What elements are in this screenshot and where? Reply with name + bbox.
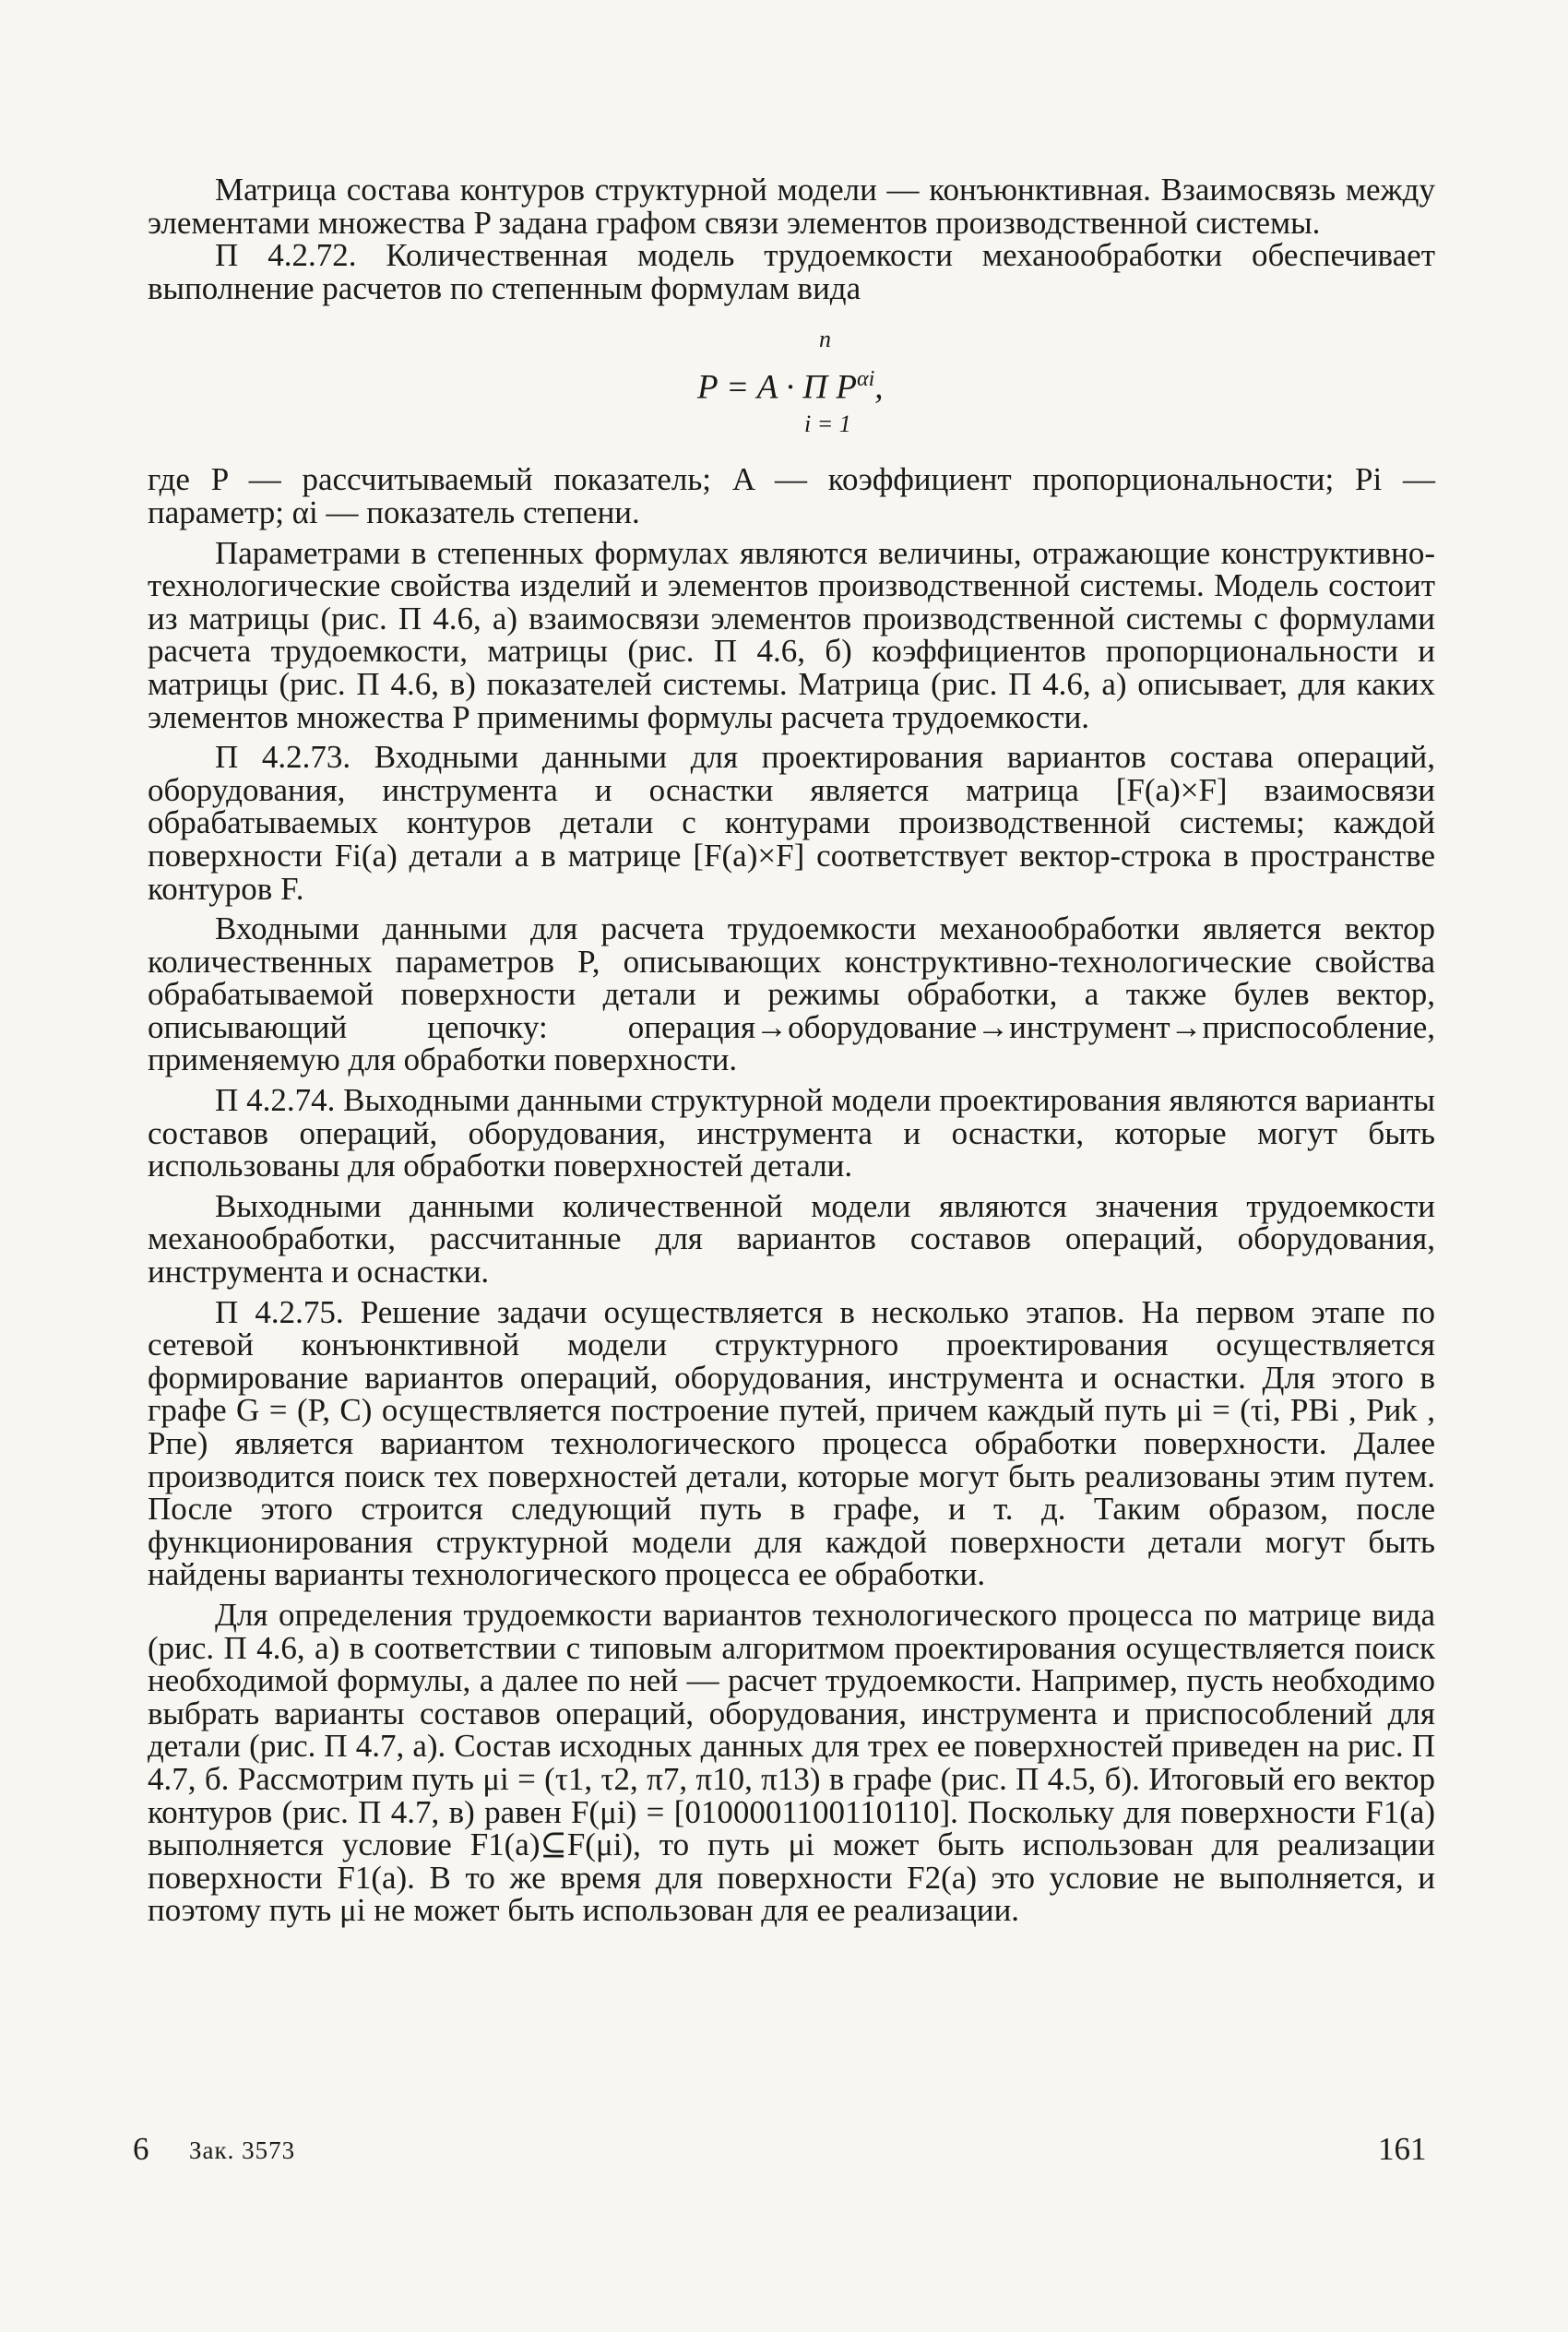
power-formula <box>148 310 1435 458</box>
page-footer <box>0 2131 1568 2177</box>
paragraph-4: Параметрами в степенных формулах являются величины, отражающие конструктивно-технологические свойства изделий и элементов производственной системы. Модель состоит из матрицы (рис. П 4.6, а) взаимосвязи элементов производственной системы с формулами расчета трудоемкости, матрицы (рис. П 4.6, б) коэффициентов пропорциональности и матрицы (рис. П 4.6, в) показателей системы. Матрица (рис. П 4.6, а) описывает, для каких элементов множества P применимы формулы расчета трудоемкости. <box>148 534 1435 735</box>
paragraph-1: Матрица состава контуров структурной модели — конъюнктивная. Взаимосвязь между элементами множества P задана графом связи элементов производственной системы. <box>148 172 1435 241</box>
paragraph-3: где P — рассчитываемый показатель; A — коэффициент пропорциональности; Pi — параметр; αi — показатель степени. <box>148 461 1435 530</box>
page-body <box>148 173 1435 1927</box>
order-number: Зак. 3573 <box>189 2136 296 2164</box>
paragraph-7: П 4.2.74. Выходными данными структурной модели проектирования являются варианты составов операций, оборудования, инструмента и оснастки, которые могут быть использованы для обработки поверхностей детали. <box>148 1082 1435 1184</box>
formula-expression: P = A · Π P <box>697 368 857 407</box>
paragraph-10: Для определения трудоемкости вариантов технологического процесса по матрице вида (рис. П 4.6, а) в соответствии с типовым алгоритмом проектирования осуществляется поиск необходимой формулы, а далее по ней — расчет трудоемкости. Например, пусть необходимо выбрать варианты составов операций, оборудования, инструмента и приспособлений для детали (рис. П 4.7, а). Состав исходных данных для трех ее поверхностей приведен на рис. П 4.7, б. Рассмотрим путь μi = (τ1, τ2, π7, π10, π13) в графе (рис. П 4.5, б). Итоговый его вектор контуров (рис. П 4.7, в) равен F(μi) = [0100001100110110]. Поскольку для поверхности F1(a) выполняется условие F1(a)⊆F(μi), то путь μi может быть использован для реализации поверхности F1(a). В то же время для поверхности F2(a) это условие не выполняется, и поэтому путь μi не может быть использован для ее реализации. <box>148 1596 1435 1929</box>
paragraph-8: Выходными данными количественной модели являются значения трудоемкости механообработки, рассчитанные для вариантов составов операций, оборудования, инструмента и оснастки. <box>148 1187 1435 1291</box>
paragraph-6: Входными данными для расчета трудоемкости механообработки является вектор количественных параметров P, описывающих конструктивно-технологические свойства обрабатываемой поверхности детали и режимы обработки, а также булев вектор, описывающий цепочку: операция→оборудование→инструмент→приспособление, применяемую для обработки поверхности. <box>148 910 1435 1078</box>
paragraph-2: П 4.2.72. Количественная модель трудоемкости механообработки обеспечивает выполнение расчетов по степенным формулам вида <box>148 237 1435 306</box>
page-number: 161 <box>1378 2131 1427 2167</box>
formula-main: P = A · Π $P^{\alpha i}$, <box>697 367 884 407</box>
formula-exponent: αi <box>857 367 875 392</box>
paragraph-5: П 4.2.73. Входными данными для проектирования вариантов состава операций, оборудования, инструмента и оснастки является матрица [F(a)×F] взаимосвязи обрабатываемых контуров детали с контурами производственной системы; каждой поверхности Fi(a) детали a в матрице [F(a)×F] соответствует вектор-строка в пространстве контуров F. <box>148 739 1435 907</box>
formula-upper-limit: n <box>819 326 831 353</box>
formula-lower-limit: i = 1 <box>804 410 851 438</box>
paragraph-9: П 4.2.75. Решение задачи осуществляется в несколько этапов. На первом этапе по сетевой конъюнктивной модели структурного проектирования осуществляется формирование вариантов операций, оборудования, инструмента и оснастки. Для этого в графе G = (P, C) осуществляется построение путей, причем каждый путь μi = (τi, PBi , Pиk , Pпe) является вариантом технологического процесса обработки поверхности. Далее производится поиск тех поверхностей детали, которые могут быть реализованы этим путем. После этого строится следующий путь в графе, и т. д. Таким образом, после функционирования структурной модели для каждой поверхности детали могут быть найдены варианты технологического процесса ее обработки. <box>148 1293 1435 1593</box>
sheet-number: 6 <box>133 2131 149 2167</box>
